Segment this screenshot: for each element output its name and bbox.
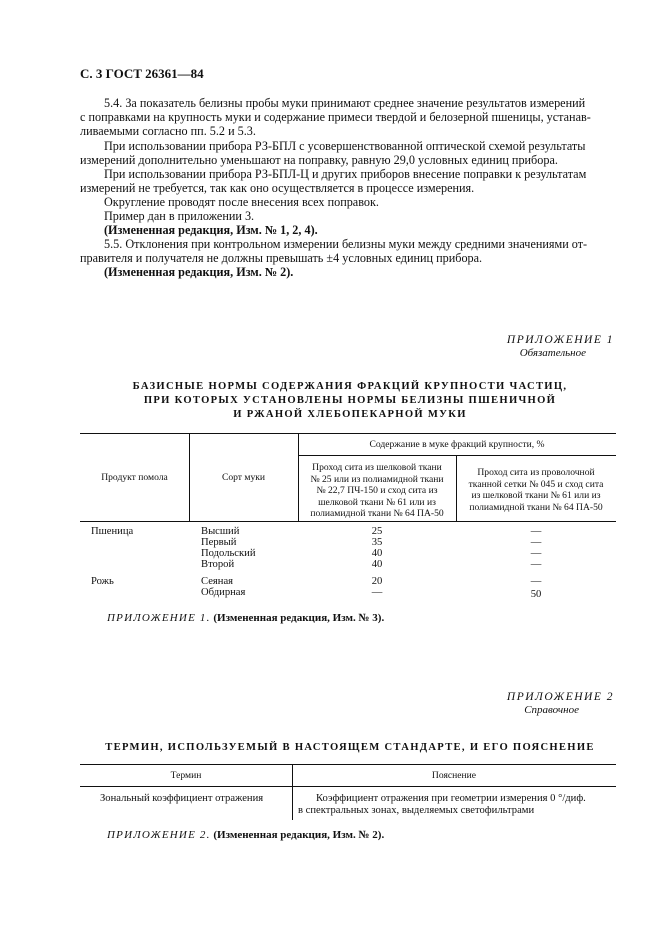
table-cell-silk: 25 [371,526,383,537]
table-cell-product: Рожь [91,576,114,587]
table-cell-wire: 50 [530,589,542,600]
appendix-1-title: БАЗИСНЫЕ НОРМЫ СОДЕРЖАНИЯ ФРАКЦИЙ КРУПНОСТИ ЧАСТИЦ, ПРИ КОТОРЫХ УСТАНОВЛЕНЫ НОРМЫ БЕЛИЗНЫ ПШЕНИЧНОЙ И РЖАНОЙ ХЛЕБОПЕКАРНОЙ МУКИ [132,381,568,420]
term-cell: Зональный коэффициент отражения [100,793,264,804]
explanation-cell: Коэффициент отражения при геометрии измерения 0 °/диф. в спектральных зонах, выделяемых светофильтрами [298,793,586,816]
paragraph-rz-bpl: При использовании прибора РЗ-БПЛ с усовершенствованной оптической схемой результаты измерений дополнительно уменьшают на поправку, равную 29,0 условных единиц прибора. [80,139,586,167]
table-cell-grade: Первый [201,537,237,548]
table-top-border [80,764,616,765]
column-header-silk: Проход сита из шелковой ткани № 25 или из полиамидной ткани № 22,7 ПЧ-150 и сход сита из шелковой ткани № 61 или из полиамидной ткани № 64 ПА-50 [310,462,444,519]
table-cell-silk: — [371,587,383,598]
column-header-grade: Сорт муки [221,472,266,483]
appendix-1-note [107,612,384,624]
column-header-wire: Проход сита из проволочной тканной сетки № 045 и сход сита из шелковой ткани № 61 или из полиамидной ткани № 64 ПА-50 [468,467,604,513]
table-cell-wire: — [530,537,542,548]
table-cell-wire: — [530,576,542,587]
paragraph-rz-bpl-c: При использовании прибора РЗ-БПЛ-Ц и других приборов внесение поправки к результатам измерений не требуется, так как оно осуществляется в процессе измерения. [80,167,587,195]
appendix-1-note-label: ПРИЛОЖЕНИЕ 1. [107,612,211,624]
table-cell-grade: Высший [201,526,240,537]
table-top-border [80,433,616,434]
table-header-border [80,521,616,522]
paragraph-5-5: 5.5. Отклонения при контрольном измерении белизны муки между средними значениями от- правителя и получателя не должны превышать ±4 условных единиц прибора. (Измененная редакция, Изм. № 2). [80,237,588,279]
appendix-1-label: ПРИЛОЖЕНИЕ 1 [506,334,614,346]
table-cell-wire: — [530,559,542,570]
table-cell-wire: — [530,526,542,537]
table-cell-grade: Второй [201,559,235,570]
table-cell-silk: 20 [371,576,383,587]
table-cell-product: Пшеница [91,526,134,537]
appendix-2-note-label: ПРИЛОЖЕНИЕ 2. [107,829,211,841]
table-header-border [80,786,616,787]
appendix-2-title: ТЕРМИН, ИСПОЛЬЗУЕМЫЙ В НАСТОЯЩЕМ СТАНДАРТЕ, И ЕГО ПОЯСНЕНИЕ [105,742,595,753]
appendix-1-status: Обязательное [519,347,586,359]
table-cell-grade: Сеяная [201,576,234,587]
table-group-border [298,455,616,456]
column-header-explanation: Пояснение [431,770,477,781]
paragraph-rounding: Округление проводят после внесения всех поправок. Пример дан в приложении 3. (Измененная редакция, Изм. № 1, 2, 4). [104,195,379,237]
paragraph-5-4: 5.4. За показатель белизны пробы муки принимают среднее значение результатов измерений с поправками на крупность муки и содержание примеси твердой и белозерной пшеницы, устанав- ливаемыми согласно пп. 5.2 и 5.3. [80,96,591,138]
appendix-1-note-text: (Измененная редакция, Изм. № 3). [213,612,385,624]
appendix-2-note-text: (Измененная редакция, Изм. № 2). [213,829,385,841]
page-header: С. 3 ГОСТ 26361—84 [80,66,204,81]
table-cell-silk: 40 [371,548,383,559]
table-cell-grade: Обдирная [201,587,246,598]
table-cell-silk: 35 [371,537,383,548]
appendix-2-note [107,829,384,841]
table-cell-silk: 40 [371,559,383,570]
appendix-2-status: Справочное [524,704,579,716]
table-cell-grade: Подольский [201,548,256,559]
appendix-2-label: ПРИЛОЖЕНИЕ 2 [506,691,614,703]
column-header-term: Термин [170,770,202,781]
column-header-group: Содержание в муке фракций крупности, % [369,439,545,450]
column-header-product: Продукт помола [101,472,168,483]
table-cell-wire: — [530,548,542,559]
